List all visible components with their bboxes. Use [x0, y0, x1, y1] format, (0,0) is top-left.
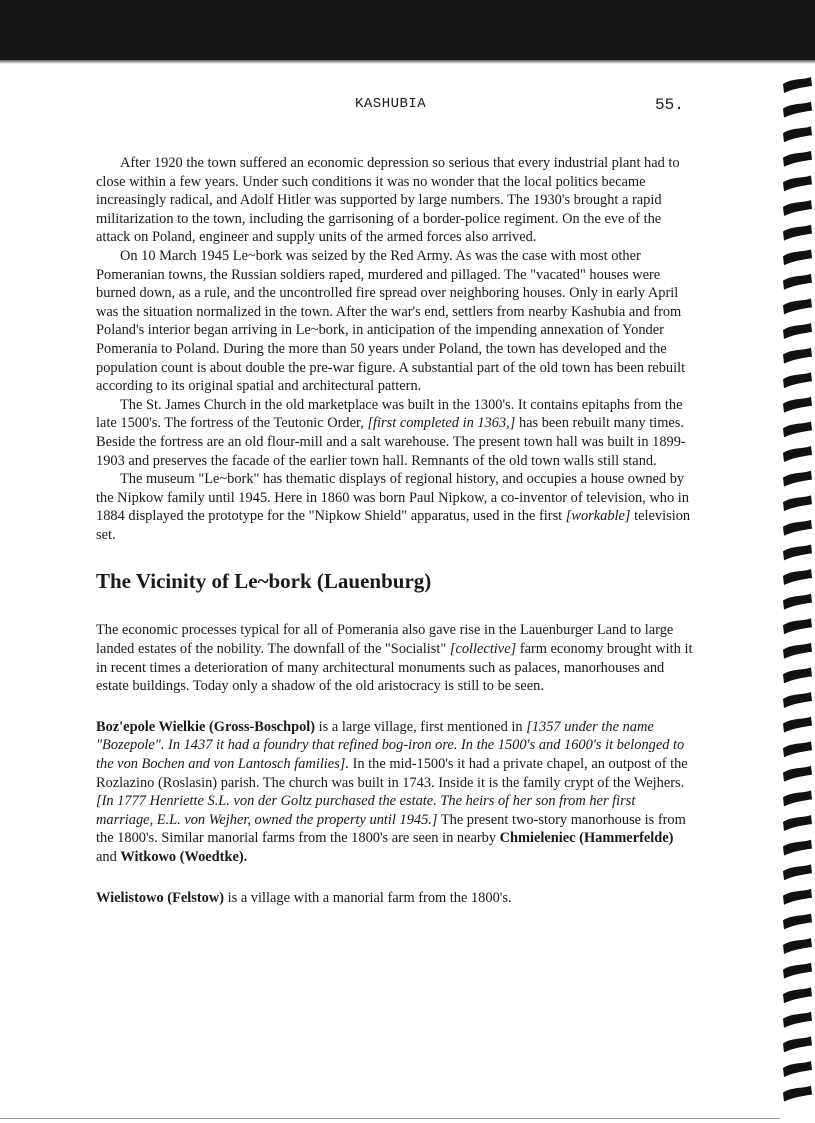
binding-coil	[783, 938, 812, 954]
page-body	[96, 154, 694, 907]
binding-coil	[783, 225, 812, 241]
paragraph	[96, 396, 694, 470]
binding-coil	[783, 151, 812, 167]
text: The present two-story manorhouse is from the 1800's. Similar manorial farms from the 1800's are seen in nearby	[96, 811, 686, 847]
binding-coil	[783, 618, 812, 634]
text: The St. James Church in the old marketplace was built in the 1300's. It contains epitaphs from the late 1500's. The fortress of the Teutonic Order,	[96, 396, 683, 432]
page-edge-line	[0, 1118, 780, 1119]
binding-coil	[783, 421, 812, 437]
binding-coil	[783, 495, 812, 511]
binding-coil	[783, 446, 812, 462]
binding-coil	[783, 569, 812, 585]
text: and	[96, 849, 121, 865]
italic-note: [workable]	[565, 508, 631, 525]
binding-coil	[783, 544, 812, 560]
binding-coil	[783, 249, 812, 265]
binding-coil	[783, 274, 812, 290]
place-name: Boz'epole Wielkie (Gross-Boschpol)	[96, 718, 316, 735]
scan-shadow	[0, 60, 815, 64]
binding-coil	[783, 1086, 812, 1102]
spiral-binding	[778, 62, 815, 1123]
paragraph	[96, 470, 694, 544]
binding-coil	[783, 741, 812, 757]
text: farm economy brought with it in recent times a deterioration of many architectural monuments such as palaces, manorhouses and estate buildings. Today only a shadow of the old aristocracy is still to be seen.	[96, 641, 693, 695]
text: is a large village, first mentioned in	[315, 718, 527, 735]
binding-coil	[783, 348, 812, 364]
paragraph: After 1920 the town suffered an economic depression so serious that every industrial plant had to close within a few years. Under such conditions it was no wonder that the local politics became increasingly radical, and Adolf Hitler was supported by large numbers. The 1930's brought a rapid militarization to the town, including the garrisoning of a border-police regiment. On the eve of the attack on Poland, engineer and supply units of the armed forces also arrived.	[96, 155, 680, 246]
binding-coil	[783, 323, 812, 339]
binding-coil	[783, 1012, 812, 1028]
binding-coil	[783, 397, 812, 413]
binding-coil	[783, 815, 812, 831]
text: is a village with a manorial farm from the 1800's.	[224, 889, 512, 906]
paragraph	[96, 718, 694, 867]
italic-note: [1357 under the name "Bozepole". In 1437 it had a foundry that refined bog-iron ore. In the 1500's and 1600's it belonged to the von Bochen and von Lantosch families].	[96, 718, 685, 773]
paragraph	[96, 621, 694, 695]
running-head: KASHUBIA	[355, 96, 427, 112]
binding-coil	[783, 298, 812, 314]
place-name: Witkowo (Woedtke).	[120, 849, 248, 865]
binding-coil	[783, 372, 812, 388]
binding-coil	[783, 102, 812, 118]
scan-top-edge	[0, 0, 815, 60]
binding-coil	[783, 692, 812, 708]
binding-coil	[783, 963, 812, 979]
binding-coil	[783, 667, 812, 683]
binding-coil	[783, 766, 812, 782]
italic-note: [first completed in 1363,]	[367, 415, 516, 432]
place-name: Chmieleniec (Hammerfelde)	[499, 830, 674, 847]
binding-coil	[783, 126, 812, 142]
italic-note: [collective]	[449, 641, 517, 658]
page-number: 55.	[655, 96, 684, 114]
text: television set.	[96, 508, 691, 543]
binding-coil	[783, 643, 812, 659]
paragraph	[96, 889, 694, 908]
paragraph: On 10 March 1945 Le~bork was seized by the Red Army. As was the case with most other Pomeranian towns, the Russian soldiers raped, murdered and pillaged. The "vacated" houses were burned down, as a rule, and the uncontrolled fire spread over neighboring houses. Only in early April was the situation normalized in the town. After the war's end, settlers from nearby Kashubia and from Poland's interior began arriving in Le~bork, in anticipation of the impending annexation of Yonder Pomerania to Poland. During the more than 50 years under Poland, the town has developed and the population count is about double the pre-war figure. A substantial part of the old town has been rebuilt according to its original spatial and architectural pattern.	[96, 247, 686, 395]
binding-coil	[783, 175, 812, 191]
binding-coil	[783, 717, 812, 733]
binding-coil	[783, 520, 812, 536]
text: The museum "Le~bork" has thematic displays of regional history, and occupies a house owned by the Nipkow family until 1945. Here in 1860 was born Paul Nipkow, a co-inventor of television, who in 1884 displayed the prototype for the "Nipkow Shield" apparatus, used in the first	[96, 471, 689, 525]
text: The economic processes typical for all of Pomerania also gave rise in the Lauenburger Land to large landed estates of the nobility. The downfall of the "Socialist"	[96, 622, 674, 658]
binding-coil	[783, 987, 812, 1003]
binding-coil	[783, 913, 812, 929]
binding-coil	[783, 594, 812, 610]
binding-coil	[783, 864, 812, 880]
text: has been rebuilt many times. Beside the fortress are an old flour-mill and a salt warehouse. The present town hall was built in 1899-1903 and preserves the facade of the earlier town hall. Remnants of the old town walls still stand.	[96, 415, 686, 469]
section-heading: The Vicinity of Le~bork (Lauenburg)	[96, 569, 432, 594]
place-name: Wielistowo (Felstow)	[96, 889, 225, 906]
binding-coil	[783, 790, 812, 806]
binding-coil	[783, 889, 812, 905]
binding-coil	[783, 200, 812, 216]
binding-coil	[783, 1061, 812, 1077]
binding-coil	[783, 840, 812, 856]
binding-coil	[783, 77, 812, 93]
binding-coil	[783, 471, 812, 487]
text: In the mid-1500's it had a private chapel, an outpost of the Rozlazino (Roslasin) parish. The church was built in 1743. Inside it is the family crypt of the Wejhers.	[96, 756, 688, 791]
italic-note: [In 1777 Henriette S.L. von der Goltz purchased the estate. The heirs of her son from her first marriage, E.L. von Wejher, owned the property until 1945.]	[96, 793, 636, 828]
binding-coil	[783, 1036, 812, 1052]
